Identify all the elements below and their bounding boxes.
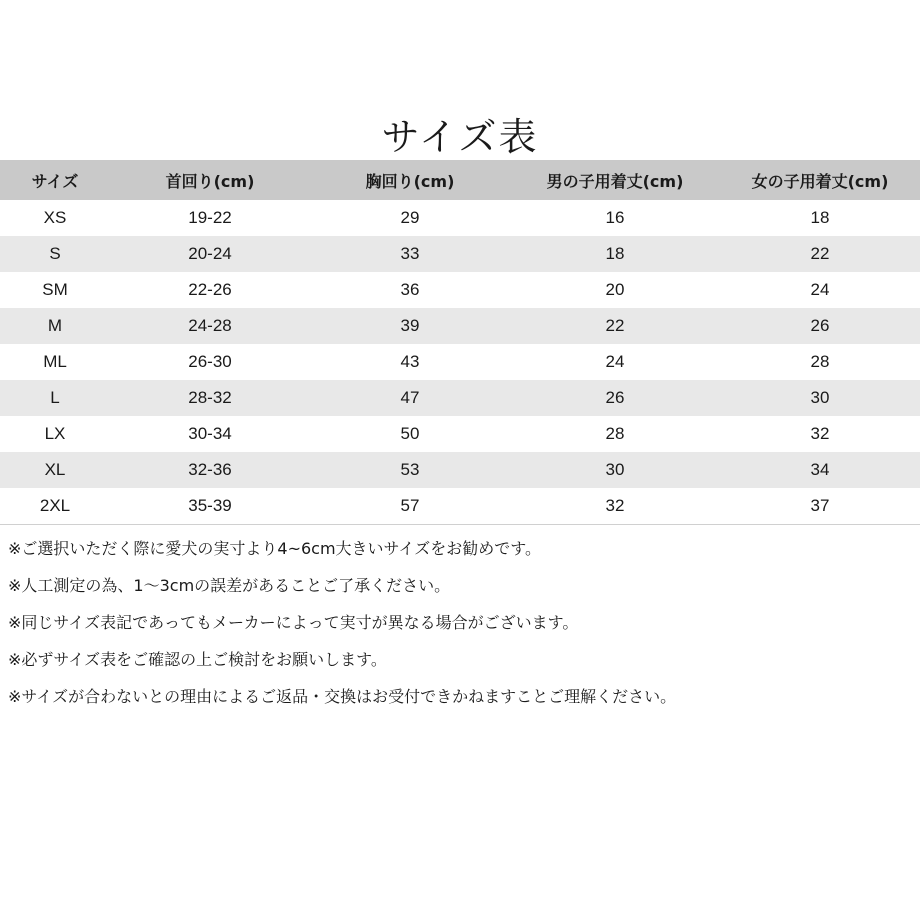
cell-size: 2XL — [0, 488, 110, 525]
cell-chest: 36 — [400, 280, 420, 299]
table-row — [0, 452, 920, 488]
table-row — [0, 380, 920, 416]
cell-neck: 22-26 — [188, 280, 232, 299]
header-boys-length: 男の子用着丈(cm) — [510, 160, 720, 200]
cell-boys-length: 26 — [510, 380, 720, 416]
cell-size: LX — [44, 424, 66, 443]
cell-girls-length: 26 — [720, 308, 920, 344]
header-neck: 首回り(cm) — [110, 160, 310, 200]
cell-boys-length: 24 — [605, 352, 625, 371]
cell-neck: 24-28 — [110, 308, 310, 344]
cell-girls-length: 28 — [810, 352, 830, 371]
cell-size: L — [0, 380, 110, 416]
cell-chest: 39 — [310, 308, 510, 344]
table-header-row — [0, 160, 920, 200]
cell-boys-length: 22 — [510, 308, 720, 344]
cell-chest: 53 — [310, 452, 510, 488]
cell-neck: 26-30 — [188, 352, 232, 371]
cell-chest: 29 — [400, 208, 420, 227]
cell-girls-length: 24 — [810, 280, 830, 299]
cell-size: SM — [42, 280, 68, 299]
table-row — [0, 272, 920, 308]
cell-neck: 28-32 — [110, 380, 310, 416]
cell-neck: 32-36 — [110, 452, 310, 488]
table-row — [0, 200, 920, 236]
cell-girls-length: 34 — [720, 452, 920, 488]
cell-boys-length: 32 — [510, 488, 720, 525]
cell-boys-length: 30 — [510, 452, 720, 488]
note-item: ※ご選択いただく際に愛犬の実寸より4~6cm大きいサイズをお勧めです。 — [8, 539, 541, 558]
cell-boys-length: 16 — [605, 208, 625, 227]
notes-list — [8, 530, 908, 715]
cell-chest: 57 — [310, 488, 510, 525]
note-item: ※人工測定の為、1～3cmの誤差があることご了承ください。 — [8, 576, 451, 595]
note-item: ※同じサイズ表記であってもメーカーによって実寸が異なる場合がございます。 — [8, 613, 579, 632]
cell-chest: 33 — [310, 236, 510, 272]
note-item: ※必ずサイズ表をご確認の上ご検討をお願いします。 — [8, 650, 387, 669]
cell-size: XL — [0, 452, 110, 488]
header-size: サイズ — [0, 160, 110, 200]
table-row — [0, 236, 920, 272]
cell-neck: 30-34 — [188, 424, 232, 443]
table-row — [0, 344, 920, 380]
cell-boys-length: 20 — [605, 280, 625, 299]
size-table — [0, 160, 920, 525]
cell-boys-length: 18 — [510, 236, 720, 272]
table-row — [0, 308, 920, 344]
header-chest: 胸回り(cm) — [310, 160, 510, 200]
cell-neck: 35-39 — [110, 488, 310, 525]
cell-girls-length: 37 — [720, 488, 920, 525]
cell-chest: 47 — [310, 380, 510, 416]
table-row — [0, 416, 920, 452]
table-row — [0, 488, 920, 525]
cell-size: M — [0, 308, 110, 344]
note-item: ※サイズが合わないとの理由によるご返品・交換はお受付できかねますことご理解ください。 — [8, 687, 677, 706]
cell-size: ML — [43, 352, 67, 371]
cell-neck: 19-22 — [188, 208, 232, 227]
cell-size: XS — [43, 208, 67, 227]
header-girls-length: 女の子用着丈(cm) — [720, 160, 920, 200]
cell-girls-length: 18 — [810, 208, 830, 227]
cell-girls-length: 22 — [720, 236, 920, 272]
cell-girls-length: 32 — [810, 424, 830, 443]
cell-chest: 50 — [400, 424, 420, 443]
cell-size: S — [0, 236, 110, 272]
cell-girls-length: 30 — [720, 380, 920, 416]
page-title: サイズ表 — [381, 115, 539, 159]
cell-boys-length: 28 — [605, 424, 625, 443]
cell-chest: 43 — [400, 352, 420, 371]
cell-neck: 20-24 — [110, 236, 310, 272]
